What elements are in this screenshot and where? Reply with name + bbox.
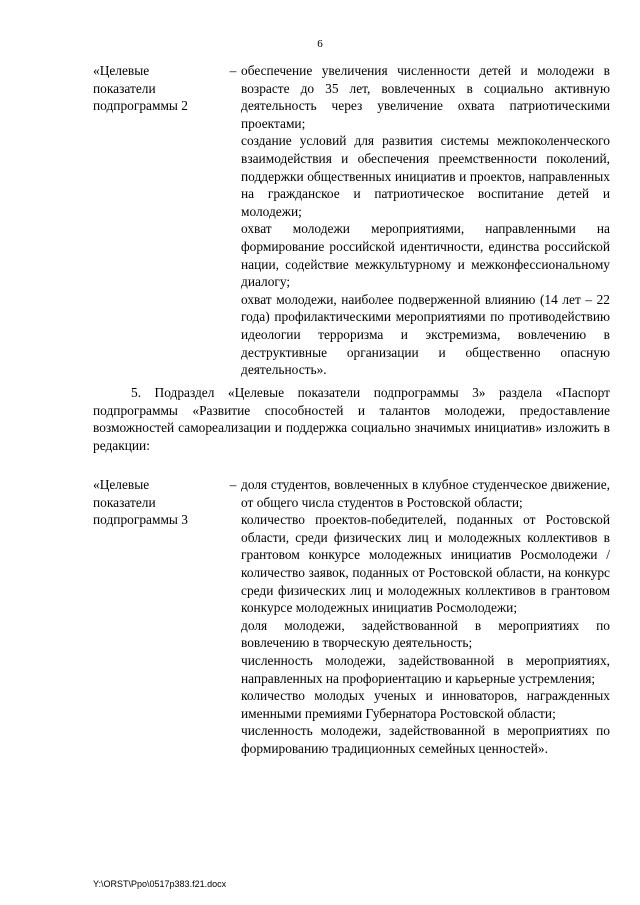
label-line: подпрограммы 3	[93, 512, 188, 528]
label-line: «Целевые	[93, 63, 150, 78]
label-line: показатели	[93, 494, 156, 510]
target-item: обеспечение увеличения численности детей и молодежи в возрасте до 35 лет, вовлеченных в социально активную деятельность через увеличение охвата патриотическими проектами;	[241, 63, 610, 131]
target-item: охват молодежи, наиболее подверженной влиянию (14 лет – 22 года) профилактическими мероприятиями по противодействию идеологии терроризма и экстремизма, вовлечению в деструктивные организации и общественно опасную деятельность».	[241, 291, 610, 378]
section-5-paragraph: 5. Подраздел «Целевые показатели подпрограммы 3» раздела «Паспорт подпрограммы «Развитие способностей и талантов молодежи, предоставление возможностей самореализации и поддержка социально значимых инициатив» изложить в редакции:	[93, 385, 610, 453]
target-item: создание условий для развития системы межпоколенческого взаимодействия и обеспечения преемственности поколений, поддержки общественных инициатив и проектов, направленных на гражданское и патриотическое воспитание детей и молодежи;	[241, 133, 610, 219]
target-item: доля молодежи, задействованной в мероприятиях по вовлечению в творческую деятельность;	[241, 617, 610, 651]
page-number: 6	[317, 38, 323, 50]
target-item: количество молодых ученых и инноваторов, награжденных именными премиями Губернатора Ростовской области;	[241, 688, 610, 721]
footer-file-path: Y:\ORST\Ppo\0517p383.f21.docx	[93, 879, 227, 889]
target-item: количество проектов-победителей, поданных от Ростовской области, среди физических лиц и молодежных коллективов в грантовом конкурсе молодежных инициатив Росмолодежи / количество заявок, поданных от Ростовской области, на конкурс среди физических лиц и молодежных коллективов в грантовом конкурсе молодежных инициатив Росмолодежи;	[241, 512, 610, 616]
targets-label	[93, 62, 233, 115]
label-line: показатели	[93, 80, 156, 96]
target-item: численность молодежи, задействованной в мероприятиях по формированию традиционных семейных ценностей».	[241, 723, 610, 756]
targets-list	[241, 476, 610, 758]
label-line: подпрограммы 2	[93, 98, 188, 114]
dash-separator: –	[229, 63, 237, 78]
label-line: «Целевые	[93, 477, 150, 492]
targets-label	[93, 476, 233, 529]
target-item: численность молодежи, задействованной в мероприятиях, направленных на профориентацию и карьерные устремления;	[241, 652, 610, 686]
target-item: доля студентов, вовлеченных в клубное студенческое движение, от общего числа студентов в Ростовской области;	[241, 477, 610, 510]
dash-separator: –	[229, 477, 237, 492]
target-item: охват молодежи мероприятиями, направленными на формирование российской идентичности, единства российской нации, содействие межкультурному и межконфессиональному диалогу;	[241, 221, 610, 290]
targets-list	[241, 62, 610, 379]
